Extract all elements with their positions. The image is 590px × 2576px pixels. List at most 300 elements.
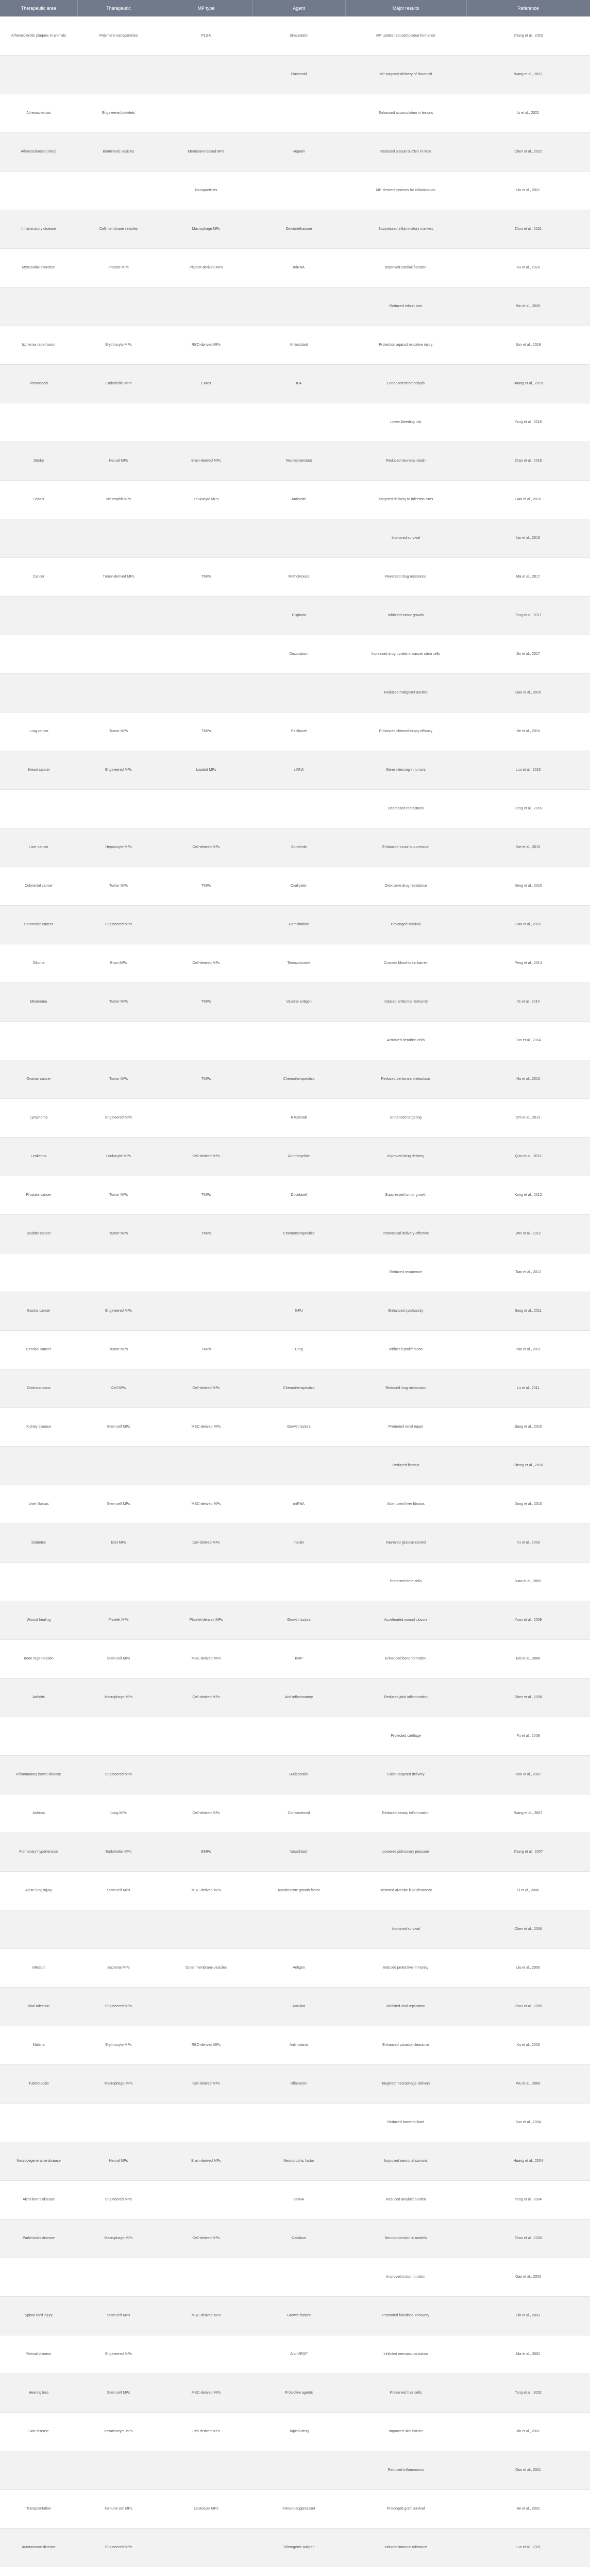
cell-major-results: Reduced recurrence [345, 1253, 466, 1292]
cell-agent [252, 1562, 345, 1601]
cell-agent [252, 2451, 345, 2489]
cell-therapeutic-area: Kidney disease [0, 1408, 77, 1446]
cell-therapeutic-area: Inflammatory disease [0, 210, 77, 248]
cell-therapeutic [77, 1717, 160, 1755]
header-therapeutic-area: Therapeutic area [0, 0, 77, 16]
cell-therapeutic: Neutrophil MPs [77, 480, 160, 519]
cell-therapeutic [77, 1253, 160, 1292]
table-row [0, 2064, 590, 2103]
cell-agent [252, 2567, 345, 2576]
cell-agent: Insulin [252, 1523, 345, 1562]
table-row [0, 982, 590, 1021]
cell-therapeutic: Tumor MPs [77, 1176, 160, 1214]
cell-therapeutic-area: Skin disease [0, 2412, 77, 2451]
cell-reference: Lin et al., 2018 [466, 519, 590, 557]
cell-therapeutic-area [0, 1253, 77, 1292]
cell-therapeutic: Tumor MPs [77, 1214, 160, 1253]
cell-reference: Fu et al., 2008 [466, 1717, 590, 1755]
cell-reference: Hu et al., 2013 [466, 1060, 590, 1098]
header-reference: Reference [466, 0, 590, 16]
cell-therapeutic-area: Spinal cord injury [0, 2296, 77, 2335]
cell-major-results: Protected cartilage [345, 1717, 466, 1755]
cell-mp-type [160, 403, 252, 442]
table-row [0, 16, 590, 55]
cell-therapeutic-area: Melanoma [0, 982, 77, 1021]
cell-therapeutic-area [0, 2103, 77, 2142]
cell-reference: Feng et al., 2016 [466, 789, 590, 828]
cell-major-results: Improved motor function [345, 2258, 466, 2296]
cell-therapeutic: Biomimetic vesicles [77, 132, 160, 171]
cell-therapeutic: Engineered MPs [77, 1987, 160, 2026]
cell-therapeutic-area [0, 403, 77, 442]
cell-reference: Yu et al., 2009 [466, 1523, 590, 1562]
cell-reference: Sun et al., 2004 [466, 2103, 590, 2142]
cell-agent: Sorafenib [252, 828, 345, 867]
cell-therapeutic [77, 2103, 160, 2142]
cell-reference: Luo et al., 2001 [466, 2528, 590, 2567]
cell-major-results: Enhanced cytotoxicity [345, 1292, 466, 1330]
cell-major-results: Induced protective immunity [345, 1948, 466, 1987]
cell-mp-type: EMPs [160, 1833, 252, 1871]
cell-major-results: Reduced neuronal death [345, 442, 466, 480]
cell-agent: Protective agents [252, 2374, 345, 2412]
cell-therapeutic: Brain MPs [77, 944, 160, 982]
cell-therapeutic-area: Autoimmune disease [0, 2528, 77, 2567]
cell-reference: Tian et al., 2012 [466, 1253, 590, 1292]
cell-major-results: Improved neuronal survival [345, 2142, 466, 2180]
cell-therapeutic: Endothelial MPs [77, 1833, 160, 1871]
table-row [0, 326, 590, 364]
table-row [0, 248, 590, 287]
cell-major-results: Colon-targeted delivery [345, 1755, 466, 1794]
cell-therapeutic-area: Ovarian cancer [0, 1060, 77, 1098]
cell-mp-type: TMPs [160, 1060, 252, 1098]
cell-therapeutic-area [0, 2258, 77, 2296]
cell-therapeutic-area [0, 1910, 77, 1948]
cell-major-results: Improved glucose control [345, 1523, 466, 1562]
cell-reference: Jin et al., 2017 [466, 635, 590, 673]
cell-therapeutic [77, 171, 160, 210]
cell-agent: Paclitaxel [252, 712, 345, 751]
table-row [0, 1794, 590, 1833]
cell-agent: Antimalarial [252, 2026, 345, 2064]
cell-major-results: Improved survival [345, 1910, 466, 1948]
cell-major-results: Suppressed tumor growth [345, 1176, 466, 1214]
cell-mp-type: TMPs [160, 557, 252, 596]
cell-therapeutic [77, 635, 160, 673]
cell-reference: Huang et al., 2004 [466, 2142, 590, 2180]
table-row [0, 905, 590, 944]
cell-major-results: Reduced plaque burden in mice [345, 132, 466, 171]
cell-reference: Peng et al., 2014 [466, 944, 590, 982]
cell-major-results: Reduced inflammation [345, 2451, 466, 2489]
table-row [0, 2489, 590, 2528]
cell-mp-type: TMPs [160, 867, 252, 905]
cell-mp-type [160, 1292, 252, 1330]
cell-mp-type: Cell-derived MPs [160, 1137, 252, 1176]
cell-therapeutic-area: Parkinson's disease [0, 2219, 77, 2258]
cell-agent [252, 1717, 345, 1755]
cell-mp-type: Cell-derived MPs [160, 1523, 252, 1562]
cell-reference: Wang et al., 2023 [466, 55, 590, 94]
table-row [0, 364, 590, 403]
cell-agent: Antioxidant [252, 326, 345, 364]
cell-mp-type: Brain-derived MPs [160, 2142, 252, 2180]
cell-therapeutic-area: Acute lung injury [0, 1871, 77, 1910]
cell-agent: Gemcitabine [252, 905, 345, 944]
cell-mp-type: EMPs [160, 364, 252, 403]
cell-therapeutic [77, 789, 160, 828]
table-row [0, 1408, 590, 1446]
cell-mp-type: MSC-derived MPs [160, 2296, 252, 2335]
cell-therapeutic: Macrophage MPs [77, 1678, 160, 1717]
cell-mp-type [160, 789, 252, 828]
cell-agent [252, 519, 345, 557]
cell-mp-type: Membrane-based MPs [160, 132, 252, 171]
cell-mp-type [160, 2180, 252, 2219]
table-row [0, 2103, 590, 2142]
cell-therapeutic-area [0, 1021, 77, 1060]
cell-mp-type [160, 673, 252, 712]
cell-agent: Oxaliplatin [252, 867, 345, 905]
cell-agent: Docetaxel [252, 1176, 345, 1214]
cell-mp-type: TMPs [160, 982, 252, 1021]
table-body [0, 16, 590, 2576]
cell-agent: Drug [252, 1330, 345, 1369]
cell-reference: Qian et al., 2013 [466, 1137, 590, 1176]
cell-major-results: Gene silencing in tumors [345, 751, 466, 789]
cell-therapeutic-area: Gastric cancer [0, 1292, 77, 1330]
table-row [0, 1060, 590, 1098]
cell-major-results: Reduced lung metastasis [345, 1369, 466, 1408]
cell-therapeutic-area [0, 1446, 77, 1485]
cell-major-results: Reversed drug resistance [345, 557, 466, 596]
cell-agent: Vasodilator [252, 1833, 345, 1871]
cell-reference: Xiao et al., 2009 [466, 1562, 590, 1601]
cell-therapeutic: Tumor MPs [77, 982, 160, 1021]
table-row [0, 1137, 590, 1176]
cell-reference: Huang et al., 2019 [466, 364, 590, 403]
cell-therapeutic [77, 2567, 160, 2576]
cell-major-results: Crossed blood-brain barrier [345, 944, 466, 982]
cell-major-results: Induced immune tolerance [345, 2528, 466, 2567]
cell-reference: Gao et al., 2018 [466, 480, 590, 519]
table-row [0, 132, 590, 171]
cell-therapeutic-area: Lung cancer [0, 712, 77, 751]
cell-therapeutic: Platelet MPs [77, 248, 160, 287]
table-row [0, 1987, 590, 2026]
cell-therapeutic-area: Pulmonary hypertension [0, 1833, 77, 1871]
table-row [0, 210, 590, 248]
cell-mp-type: Macrophage MPs [160, 210, 252, 248]
cell-therapeutic: Erythrocyte MPs [77, 2026, 160, 2064]
cell-agent [252, 287, 345, 326]
cell-agent: Heparin [252, 132, 345, 171]
cell-therapeutic: Engineered MPs [77, 905, 160, 944]
cell-major-results: Reduced peritoneal metastasis [345, 1060, 466, 1098]
cell-therapeutic [77, 1446, 160, 1485]
cell-reference: Cheng et al., 2010 [466, 1446, 590, 1485]
cell-therapeutic: Tumor-derived MPs [77, 557, 160, 596]
cell-therapeutic [77, 519, 160, 557]
table-row [0, 1292, 590, 1330]
cell-reference: Li et al., 2006 [466, 1871, 590, 1910]
cell-agent: BMP [252, 1639, 345, 1678]
table-row [0, 2412, 590, 2451]
cell-mp-type: TMPs [160, 1214, 252, 1253]
cell-mp-type [160, 635, 252, 673]
cell-therapeutic: Neural MPs [77, 2142, 160, 2180]
cell-therapeutic: Engineered MPs [77, 2528, 160, 2567]
cell-therapeutic-area: Inflammatory bowel disease [0, 1755, 77, 1794]
cell-agent: siRNA [252, 751, 345, 789]
cell-therapeutic: Engineered MPs [77, 2335, 160, 2374]
cell-therapeutic [77, 2258, 160, 2296]
cell-agent: Doxorubicin [252, 635, 345, 673]
cell-mp-type [160, 1717, 252, 1755]
cell-mp-type: MSC-derived MPs [160, 2374, 252, 2412]
cell-major-results: Accelerated wound closure [345, 1601, 466, 1639]
cell-therapeutic: Tumor MPs [77, 1330, 160, 1369]
cell-therapeutic-area: Lymphoma [0, 1098, 77, 1137]
cell-therapeutic-area [0, 519, 77, 557]
cell-therapeutic-area: Glioma [0, 944, 77, 982]
cell-agent: Topical drug [252, 2412, 345, 2451]
cell-major-results: MP-targeted delivery of flavonoid [345, 55, 466, 94]
cell-therapeutic-area: Osteosarcoma [0, 1369, 77, 1408]
cell-reference: Wu et al., 2005 [466, 2064, 590, 2103]
cell-reference: Lin et al., 2003 [466, 2296, 590, 2335]
header-mp-type: MP type [160, 0, 252, 16]
cell-therapeutic-area: Pancreatic cancer [0, 905, 77, 944]
cell-therapeutic-area [0, 673, 77, 712]
cell-agent: Flavonoid [252, 55, 345, 94]
table-row [0, 596, 590, 635]
cell-therapeutic-area: Prostate cancer [0, 1176, 77, 1214]
cell-therapeutic-area: Infection [0, 1948, 77, 1987]
cell-therapeutic [77, 596, 160, 635]
cell-mp-type: TMPs [160, 712, 252, 751]
cell-mp-type [160, 1446, 252, 1485]
header-agent: Agent [252, 0, 345, 16]
cell-reference: Wang et al., 2007 [466, 1794, 590, 1833]
cell-major-results: Prolonged survival [345, 905, 466, 944]
cell-major-results: Reduced amyloid burden [345, 2180, 466, 2219]
cell-agent: miRNA [252, 1485, 345, 1523]
cell-mp-type: MSC-derived MPs [160, 1639, 252, 1678]
cell-agent [252, 789, 345, 828]
table-row [0, 2026, 590, 2064]
table-row [0, 828, 590, 867]
cell-agent: Corticosteroid [252, 1794, 345, 1833]
cell-major-results: Reduced fibrosis [345, 1446, 466, 1485]
cell-therapeutic-area [0, 287, 77, 326]
table-row [0, 1562, 590, 1601]
cell-mp-type [160, 1987, 252, 2026]
cell-therapeutic-area: Cancer [0, 557, 77, 596]
cell-reference: Yang et al., 2019 [466, 403, 590, 442]
cell-mp-type: Cell-derived MPs [160, 2219, 252, 2258]
cell-reference: Zhang et al., 2007 [466, 1833, 590, 1871]
cell-major-results: Enhanced bone formation [345, 1639, 466, 1678]
cell-agent: Catalase [252, 2219, 345, 2258]
cell-therapeutic-area: Cervical cancer [0, 1330, 77, 1369]
cell-therapeutic: Tumor MPs [77, 867, 160, 905]
cell-mp-type: Leukocyte MPs [160, 480, 252, 519]
cell-agent: miRNA [252, 248, 345, 287]
cell-therapeutic: Stem cell MPs [77, 1485, 160, 1523]
cell-agent: Rifampicin [252, 2064, 345, 2103]
cell-reference: Guo et al., 2001 [466, 2451, 590, 2489]
table-row [0, 712, 590, 751]
cell-therapeutic-area [0, 1562, 77, 1601]
cell-reference: Sun et al., 2019 [466, 326, 590, 364]
cell-major-results: Enhanced chemotherapy efficacy [345, 712, 466, 751]
cell-agent: Dexamethasone [252, 210, 345, 248]
table-row [0, 944, 590, 982]
cell-major-results: Prolonged graft survival [345, 2489, 466, 2528]
cell-therapeutic [77, 403, 160, 442]
cell-major-results [345, 2567, 466, 2576]
cell-mp-type [160, 2528, 252, 2567]
cell-mp-type: TMPs [160, 1330, 252, 1369]
cell-therapeutic-area: Retinal disease [0, 2335, 77, 2374]
cell-agent: Growth factors [252, 1601, 345, 1639]
cell-reference: Lu et al., 2011 [466, 1369, 590, 1408]
cell-reference: Chen et al., 2022 [466, 132, 590, 171]
cell-major-results: Inhibited neovascularization [345, 2335, 466, 2374]
cell-reference: Cao et al., 2015 [466, 905, 590, 944]
cell-major-results: Protection against oxidative injury [345, 326, 466, 364]
cell-therapeutic-area: Tuberculosis [0, 2064, 77, 2103]
cell-therapeutic: Cell membrane vesicles [77, 210, 160, 248]
table-row [0, 1253, 590, 1292]
cell-major-results: Activated dendritic cells [345, 1021, 466, 1060]
cell-therapeutic: Engineered MPs [77, 1098, 160, 1137]
cell-agent [252, 94, 345, 132]
cell-therapeutic [77, 287, 160, 326]
cell-therapeutic [77, 55, 160, 94]
cell-therapeutic: Engineered MPs [77, 1292, 160, 1330]
cell-agent: Budesonide [252, 1755, 345, 1794]
cell-major-results: Reduced bacterial load [345, 2103, 466, 2142]
cell-therapeutic-area: Leukemia [0, 1137, 77, 1176]
cell-therapeutic-area: Thrombosis [0, 364, 77, 403]
cell-agent [252, 1910, 345, 1948]
cell-therapeutic-area [0, 1717, 77, 1755]
cell-agent: Chemotherapeutics [252, 1369, 345, 1408]
cell-reference: He et al., 2016 [466, 712, 590, 751]
cell-reference: Guo et al., 2016 [466, 673, 590, 712]
cell-therapeutic-area: Viral infection [0, 1987, 77, 2026]
cell-reference: Shen et al., 2008 [466, 1678, 590, 1717]
table-row [0, 1910, 590, 1948]
cell-major-results: Restored alveolar fluid clearance [345, 1871, 466, 1910]
cell-mp-type: Loaded MPs [160, 751, 252, 789]
table-row [0, 673, 590, 712]
cell-therapeutic-area: Myocardial infarction [0, 248, 77, 287]
cell-therapeutic-area: Atherosclerosis (mice) [0, 132, 77, 171]
table-row [0, 171, 590, 210]
cell-mp-type [160, 1755, 252, 1794]
cell-reference: Wei et al., 2012 [466, 1214, 590, 1253]
cell-agent: Temozolomide [252, 944, 345, 982]
cell-major-results: Inhibited tumor growth [345, 596, 466, 635]
cell-mp-type [160, 905, 252, 944]
cell-therapeutic: Stem cell MPs [77, 1871, 160, 1910]
cell-major-results: Increased drug uptake in cancer stem cells [345, 635, 466, 673]
cell-major-results: MP uptake reduced plaque formation [345, 16, 466, 55]
cell-major-results: Protected beta cells [345, 1562, 466, 1601]
cell-therapeutic: Macrophage MPs [77, 2219, 160, 2258]
cell-therapeutic: Engineered platelets [77, 94, 160, 132]
cell-agent: tPA [252, 364, 345, 403]
cell-therapeutic-area: Transplantation [0, 2489, 77, 2528]
cell-agent: 5-FU [252, 1292, 345, 1330]
cell-reference: Luo et al., 2016 [466, 751, 590, 789]
cell-agent [252, 1446, 345, 1485]
cell-therapeutic-area [0, 2567, 77, 2576]
cell-therapeutic-area: Breast cancer [0, 751, 77, 789]
cell-major-results: Induced antitumor immunity [345, 982, 466, 1021]
table-row [0, 2335, 590, 2374]
cell-therapeutic-area: Wound healing [0, 1601, 77, 1639]
cell-mp-type [160, 2451, 252, 2489]
cell-therapeutic [77, 1021, 160, 1060]
cell-reference: Zhang et al., 2023 [466, 16, 590, 55]
cell-therapeutic-area: Diabetes [0, 1523, 77, 1562]
cell-reference: Deng et al., 2015 [466, 867, 590, 905]
cell-therapeutic-area [0, 789, 77, 828]
cell-mp-type [160, 1910, 252, 1948]
cell-therapeutic-area [0, 171, 77, 210]
cell-major-results: Promoted renal repair [345, 1408, 466, 1446]
cell-major-results: Improved skin barrier [345, 2412, 466, 2451]
cell-major-results: Enhanced targeting [345, 1098, 466, 1137]
table-row [0, 55, 590, 94]
cell-major-results: Reduced infarct size [345, 287, 466, 326]
table-row [0, 557, 590, 596]
cell-agent: Antibiotic [252, 480, 345, 519]
cell-major-results: Overcame drug resistance [345, 867, 466, 905]
table-row [0, 1098, 590, 1137]
cell-major-results: Reduced malignant ascites [345, 673, 466, 712]
cell-mp-type [160, 596, 252, 635]
cell-therapeutic-area: Colorectal cancer [0, 867, 77, 905]
cell-major-results: Enhanced tumor suppression [345, 828, 466, 867]
cell-reference: Shi et al., 2013 [466, 1098, 590, 1137]
cell-mp-type: TMPs [160, 1176, 252, 1214]
cell-agent: Methotrexate [252, 557, 345, 596]
cell-therapeutic: Stem cell MPs [77, 2296, 160, 2335]
cell-agent: Cisplatin [252, 596, 345, 635]
cell-therapeutic: Stem cell MPs [77, 2374, 160, 2412]
cell-reference: Ma et al., 2017 [466, 557, 590, 596]
cell-reference: Jin et al., 2002 [466, 2412, 590, 2451]
cell-therapeutic [77, 2451, 160, 2489]
cell-major-results: Preserved hair cells [345, 2374, 466, 2412]
cell-agent [252, 171, 345, 210]
cell-therapeutic: Stem cell MPs [77, 1408, 160, 1446]
cell-major-results: Decreased metastasis [345, 789, 466, 828]
cell-mp-type [160, 519, 252, 557]
cell-major-results: Improved cardiac function [345, 248, 466, 287]
cell-agent [252, 1021, 345, 1060]
table-row [0, 2180, 590, 2219]
cell-reference: Yuan et al., 2009 [466, 1601, 590, 1639]
cell-major-results: Neuroprotection in models [345, 2219, 466, 2258]
cell-agent [252, 403, 345, 442]
